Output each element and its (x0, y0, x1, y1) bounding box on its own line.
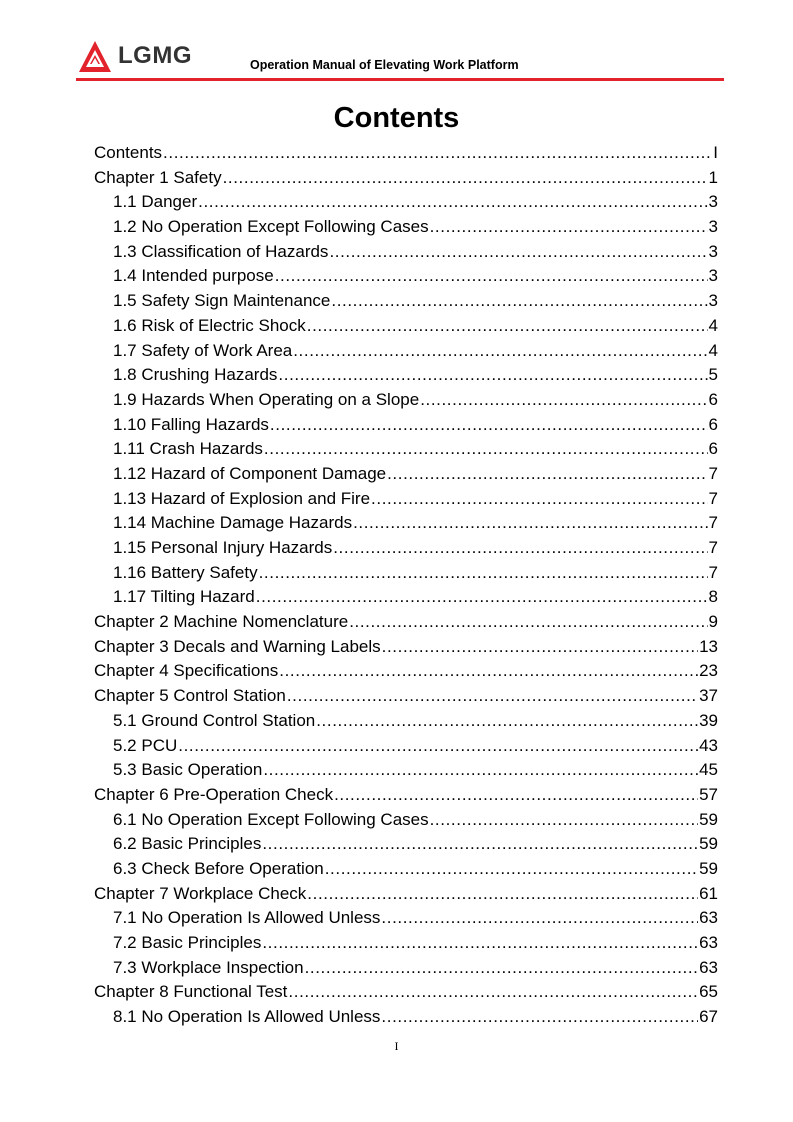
toc-entry-page: 63 (699, 933, 718, 952)
toc-dot-leader (329, 240, 707, 265)
toc-dot-leader (430, 215, 708, 240)
toc-entry-page: 3 (708, 241, 718, 261)
toc-section-entry[interactable] (94, 264, 718, 289)
page-number: I (394, 1039, 399, 1053)
toc-entry-label: 7.2 Basic Principles (113, 933, 262, 952)
toc-entry-page: 7 (708, 562, 718, 582)
toc-section-entry[interactable] (94, 413, 718, 438)
toc-section-entry[interactable] (94, 956, 718, 981)
toc-dot-leader (279, 659, 698, 684)
toc-entry-page: 59 (699, 858, 718, 878)
toc-section-entry[interactable] (94, 536, 718, 561)
toc-entry-page: 7 (708, 513, 718, 533)
toc-dot-leader (256, 585, 708, 610)
toc-entry-label: 1.12 Hazard of Component Damage (113, 463, 387, 483)
toc-section-entry[interactable] (94, 1005, 718, 1030)
toc-section-entry[interactable] (94, 709, 718, 734)
toc-dot-leader (198, 190, 707, 215)
toc-entry-label: 5.2 PCU (113, 735, 178, 755)
toc-entry-label: 1.6 Risk of Electric Shock (113, 315, 306, 335)
toc-entry-page: 37 (699, 686, 718, 706)
toc-chapter-entry[interactable] (94, 783, 718, 808)
toc-entry-label: 1.5 Safety Sign Maintenance (113, 291, 331, 311)
toc-dot-leader (381, 906, 698, 931)
toc-entry-page: 13 (699, 636, 718, 656)
toc-dot-leader (381, 1005, 698, 1030)
toc-dot-leader (287, 684, 698, 709)
toc-entry-label: 6.2 Basic Principles (113, 834, 262, 854)
toc-entry-page: 39 (699, 710, 718, 730)
toc-section-entry[interactable] (94, 487, 718, 512)
toc-entry-label: Chapter 3 Decals and Warning Labels (94, 636, 381, 656)
toc-entry-page: 9 (708, 612, 718, 632)
toc-dot-leader (223, 166, 708, 191)
toc-section-entry[interactable] (94, 363, 718, 388)
toc-dot-leader (353, 511, 707, 536)
toc-entry-label: 1.13 Hazard of Explosion and Fire (113, 488, 371, 508)
toc-section-entry[interactable] (94, 561, 718, 586)
toc-entry-label: 8.1 No Operation Is Allowed Unless (113, 1007, 381, 1027)
toc-chapter-entry[interactable] (94, 980, 718, 1005)
toc-section-entry[interactable] (94, 857, 718, 882)
toc-section-entry[interactable] (94, 511, 718, 536)
toc-dot-leader (262, 832, 698, 857)
toc-section-entry[interactable] (94, 289, 718, 314)
toc-entry-label: Chapter 1 Safety (94, 167, 222, 187)
toc-dot-leader (278, 363, 707, 388)
toc-section-entry[interactable] (94, 388, 718, 413)
toc-entry-page: 3 (708, 192, 718, 212)
toc-entry-page: 3 (708, 291, 718, 311)
toc-dot-leader (259, 561, 708, 586)
toc-entry-page: 67 (699, 1007, 718, 1027)
toc-entry-label: 5.3 Basic Operation (113, 760, 263, 780)
toc-dot-leader (178, 734, 698, 759)
toc-section-entry[interactable] (94, 215, 718, 240)
toc-entry-label: 1.11 Crash Hazards (113, 439, 263, 459)
toc-section-entry[interactable] (94, 585, 718, 610)
page-header (78, 38, 724, 82)
table-of-contents (94, 141, 718, 1030)
header-divider (76, 78, 724, 81)
toc-entry-label: Chapter 8 Functional Test (94, 982, 288, 1002)
toc-entry-label: Chapter 6 Pre-Operation Check (94, 784, 334, 804)
toc-dot-leader (305, 956, 699, 981)
toc-entry-page: 7 (708, 538, 718, 557)
brand-logo (78, 38, 203, 74)
toc-entry-label: 1.9 Hazards When Operating on a Slope (113, 389, 420, 409)
toc-entry-page: 3 (708, 266, 718, 286)
toc-dot-leader (270, 413, 708, 438)
toc-entry-page: 8 (708, 587, 718, 607)
toc-chapter-entry[interactable] (94, 684, 718, 709)
toc-entry-page: 57 (699, 784, 718, 804)
toc-dot-leader (163, 141, 712, 166)
toc-entry-page: 23 (699, 661, 718, 681)
toc-entry-label: 6.1 No Operation Except Following Cases (113, 809, 429, 829)
toc-entry-page: 7 (708, 488, 718, 508)
toc-section-entry[interactable] (94, 240, 718, 265)
toc-entry-page: 4 (708, 340, 718, 360)
toc-entry-label: Contents (94, 143, 163, 162)
toc-section-entry[interactable] (94, 931, 718, 956)
toc-entry-label: 1.4 Intended purpose (113, 266, 274, 286)
toc-entry-label: 5.1 Ground Control Station (113, 710, 316, 730)
toc-chapter-entry[interactable] (94, 635, 718, 660)
toc-entry-page: 63 (699, 957, 718, 977)
toc-dot-leader (387, 462, 707, 487)
toc-section-entry[interactable] (94, 190, 718, 215)
toc-entry-page: 63 (699, 908, 718, 928)
toc-section-entry[interactable] (94, 437, 718, 462)
logo-text: LGMG (118, 42, 192, 69)
toc-dot-leader (325, 857, 698, 882)
document-title: Operation Manual of Elevating Work Platform (250, 58, 519, 72)
toc-entry-label: 7.1 No Operation Is Allowed Unless (113, 908, 381, 928)
toc-dot-leader (382, 635, 698, 660)
toc-chapter-entry[interactable] (94, 610, 718, 635)
toc-dot-leader (262, 931, 698, 956)
toc-entry-label: Chapter 5 Control Station (94, 686, 286, 706)
toc-entry-label: 1.10 Falling Hazards (113, 414, 269, 434)
toc-dot-leader (293, 339, 707, 364)
toc-section-entry[interactable] (94, 734, 718, 759)
toc-chapter-entry[interactable] (94, 166, 718, 191)
toc-entry-label: 1.2 No Operation Except Following Cases (113, 217, 429, 237)
toc-entry-page: 59 (699, 834, 718, 854)
toc-dot-leader (430, 808, 698, 833)
toc-dot-leader (333, 536, 707, 561)
toc-entry-page: 65 (699, 982, 718, 1002)
page-title: Contents (333, 102, 460, 134)
toc-entry-page: 3 (708, 217, 718, 237)
toc-section-entry[interactable] (94, 808, 718, 833)
toc-dot-leader (288, 980, 698, 1005)
toc-entry-label: Chapter 4 Specifications (94, 661, 279, 681)
toc-section-entry[interactable] (94, 832, 718, 857)
toc-entry-page: 43 (699, 735, 718, 755)
toc-entry-label: 6.3 Check Before Operation (113, 858, 324, 878)
toc-dot-leader (275, 264, 708, 289)
toc-entry-page: 59 (699, 809, 718, 829)
toc-dot-leader (420, 388, 707, 413)
toc-section-entry[interactable] (94, 758, 718, 783)
lgmg-triangle-icon (78, 40, 112, 73)
toc-entry-label: 1.17 Tilting Hazard (113, 587, 255, 607)
toc-dot-leader (371, 487, 707, 512)
toc-entry-label: Chapter 7 Workplace Check (94, 883, 307, 903)
toc-entry-page: 4 (708, 315, 718, 335)
toc-dot-leader (264, 437, 708, 462)
toc-dot-leader (263, 758, 698, 783)
toc-entry-label: 7.3 Workplace Inspection (113, 957, 304, 977)
toc-dot-leader (316, 709, 698, 734)
toc-section-entry[interactable] (94, 314, 718, 339)
toc-entry-label: 1.14 Machine Damage Hazards (113, 513, 353, 533)
toc-entry-label: 1.16 Battery Safety (113, 562, 258, 582)
toc-entry-label: 1.15 Personal Injury Hazards (113, 538, 333, 557)
toc-entry-label: 1.1 Danger (113, 192, 198, 212)
toc-dot-leader (331, 289, 707, 314)
toc-entry-page: 45 (699, 760, 718, 780)
toc-section-entry[interactable] (94, 462, 718, 487)
toc-section-entry[interactable] (94, 906, 718, 931)
toc-entry-page: 61 (699, 883, 718, 903)
toc-dot-leader (307, 314, 708, 339)
toc-dot-leader (349, 610, 707, 635)
toc-entry-page: 7 (708, 463, 718, 483)
toc-chapter-entry[interactable] (94, 659, 718, 684)
toc-entry-page: 6 (708, 414, 718, 434)
toc-dot-leader (334, 783, 698, 808)
toc-entry-page: I (713, 143, 718, 162)
toc-entry-page: 6 (708, 439, 718, 459)
toc-entry-label: 1.8 Crushing Hazards (113, 365, 278, 385)
toc-chapter-entry[interactable] (94, 141, 718, 166)
toc-entry-label: Chapter 2 Machine Nomenclature (94, 612, 349, 632)
toc-chapter-entry[interactable] (94, 882, 718, 907)
toc-dot-leader (307, 882, 698, 907)
toc-entry-label: 1.3 Classification of Hazards (113, 241, 329, 261)
toc-entry-label: 1.7 Safety of Work Area (113, 340, 293, 360)
toc-section-entry[interactable] (94, 339, 718, 364)
toc-entry-page: 1 (708, 167, 718, 187)
toc-entry-page: 6 (708, 389, 718, 409)
toc-entry-page: 5 (708, 365, 718, 385)
